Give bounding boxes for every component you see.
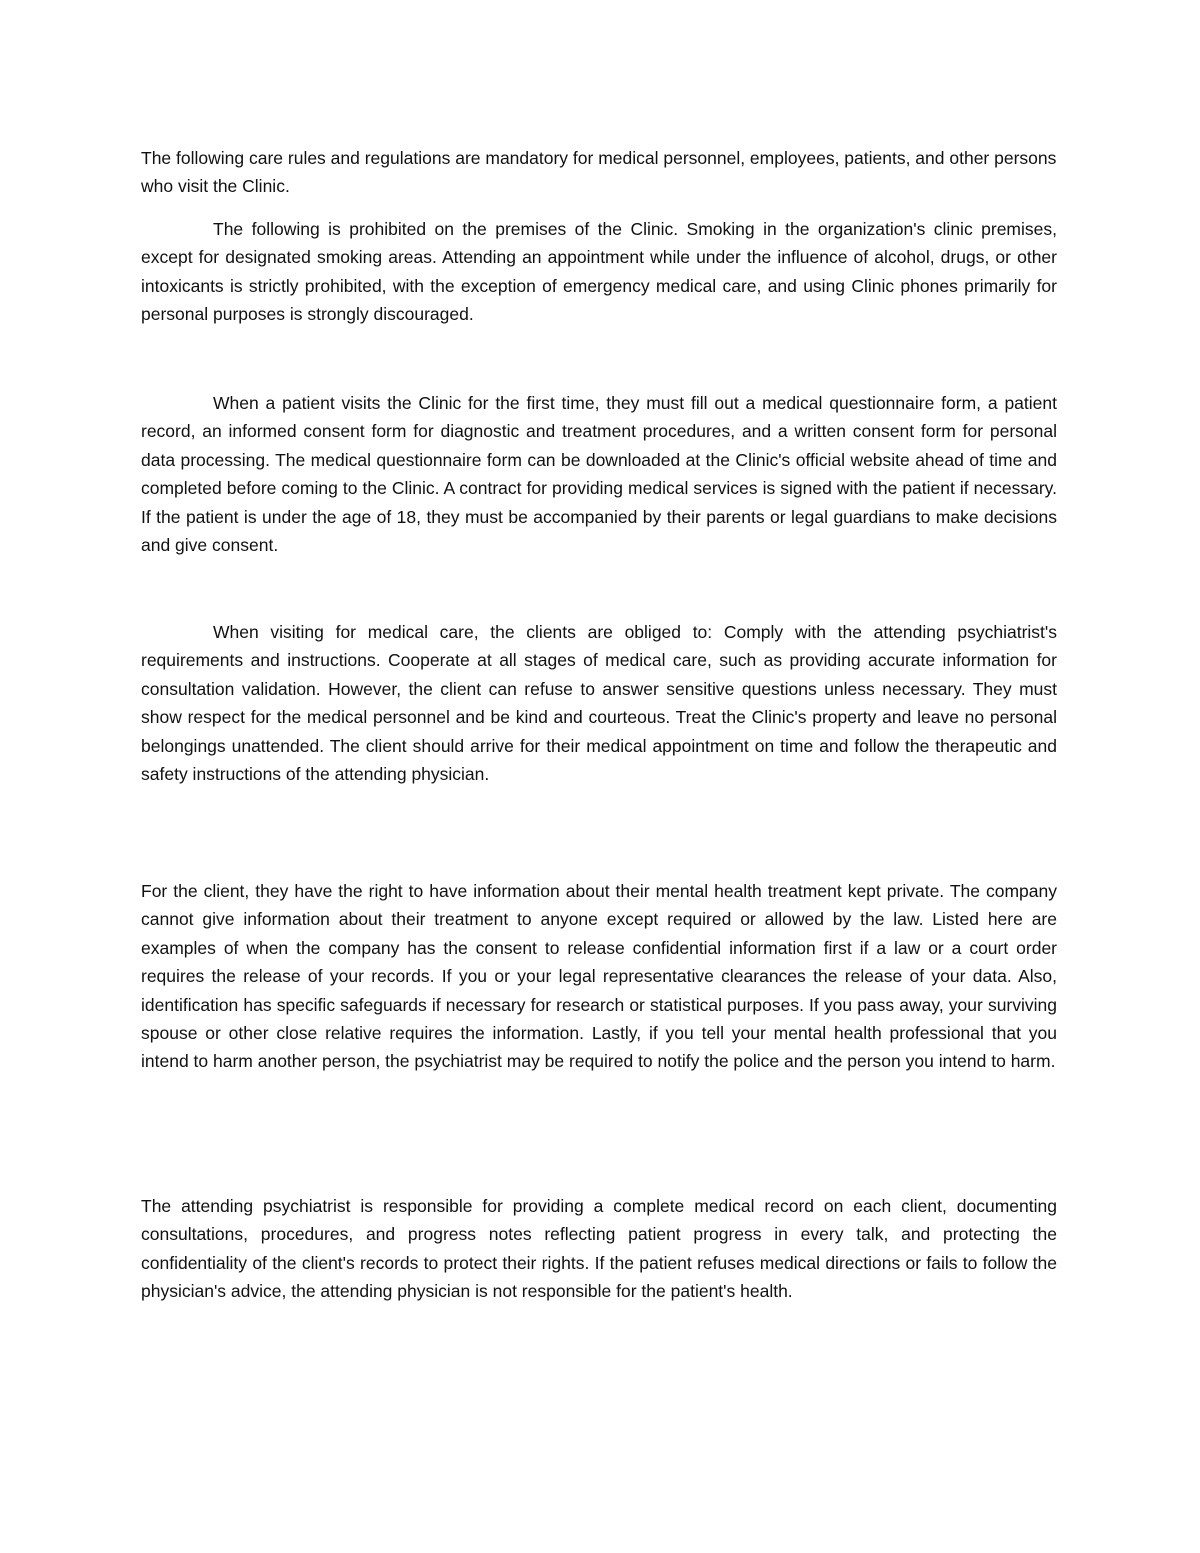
paragraph-prohibitions: The following is prohibited on the premises of the Clinic. Smoking in the organization's clinic premises, except for designated smoking areas. Attending an appointment while under the influence of alcohol, drugs, or other intoxicants is strictly prohibited, with the exception of emergency medical care, and using Clinic phones primarily for personal purposes is strongly discouraged. (141, 219, 1057, 325)
paragraph-psychiatrist-responsibility: The attending psychiatrist is responsible for providing a complete medical record on each client, documenting consultations, procedures, and progress notes reflecting patient progress in every talk, and protecting the confidentiality of the client's records to protect their rights. If the patient refuses medical directions or fails to follow the physician's advice, the attending physician is not responsible for the patient's health. (141, 1196, 1057, 1302)
paragraph-intro: The following care rules and regulations are mandatory for medical personnel, employees, patients, and other persons who visit the Clinic. (141, 148, 1057, 197)
paragraph-first-visit: When a patient visits the Clinic for the first time, they must fill out a medical questionnaire form, a patient record, an informed consent form for diagnostic and treatment procedures, and a written consent form for personal data processing. The medical questionnaire form can be downloaded at the Clinic's official website ahead of time and completed before coming to the Clinic. A contract for providing medical services is signed with the patient if necessary. If the patient is under the age of 18, they must be accompanied by their parents or legal guardians to make decisions and give consent. (141, 393, 1057, 556)
paragraph-client-obligations: When visiting for medical care, the clients are obliged to: Comply with the attending psychiatrist's requirements and instructions. Cooperate at all stages of medical care, such as providing accurate information for consultation validation. However, the client can refuse to answer sensitive questions unless necessary. They must show respect for the medical personnel and be kind and courteous. Treat the Clinic's property and leave no personal belongings unattended. The client should arrive for their medical appointment on time and follow the therapeutic and safety instructions of the attending physician. (141, 622, 1057, 785)
paragraph-confidentiality: For the client, they have the right to have information about their mental health treatment kept private. The company cannot give information about their treatment to anyone except required or allowed by the law. Listed here are examples of when the company has the consent to release confidential information first if a law or a court order requires the release of your records. If you or your legal representative clearances the release of your data. Also, identification has specific safeguards if necessary for research or statistical purposes. If you pass away, your surviving spouse or other close relative requires the information. Lastly, if you tell your mental health professional that you intend to harm another person, the psychiatrist may be required to notify the police and the person you intend to harm. (141, 881, 1057, 1072)
